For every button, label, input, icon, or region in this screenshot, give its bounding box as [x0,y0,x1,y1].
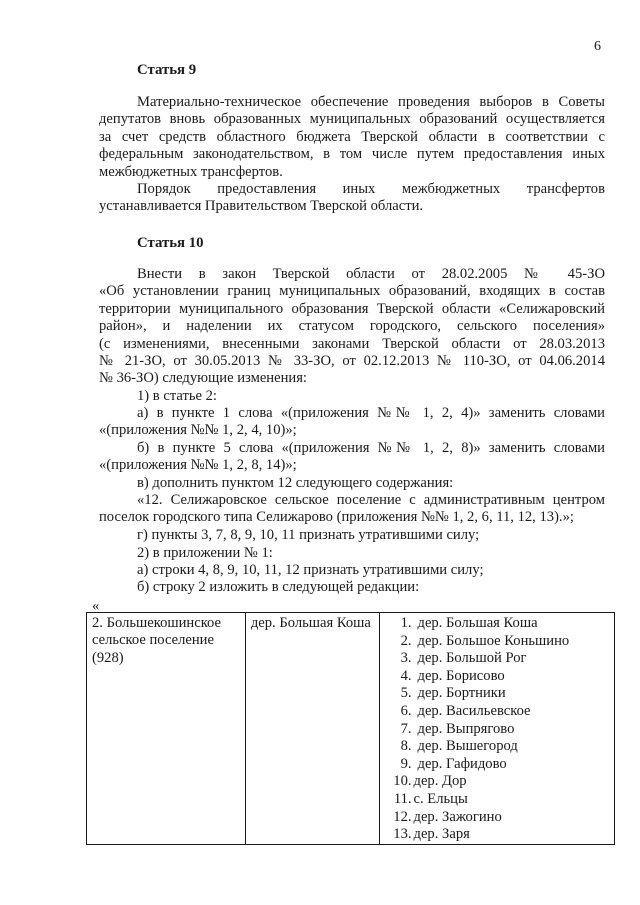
text-line: устанавливается Правительством Тверской области. [99,198,424,215]
article-10-intro [99,266,605,388]
village-number: 9. [400,755,412,772]
list-item [388,773,609,791]
list-item [388,615,609,633]
village-name: дер. Вышегород [417,738,518,755]
municipality-line: 2. Большекошинское [92,615,222,631]
list-item [388,650,609,668]
list-item [388,721,609,739]
item-1b [99,440,605,475]
item-1c-text [99,492,605,527]
text-line: № 21-ЗО, от 30.05.2013 № 33-ЗО, от 02.12.2013 № 110-ЗО, от 04.06.2014 [99,352,605,369]
list-item [388,809,609,827]
village-number: 2. [400,632,412,649]
village-name: дер. Борисово [417,667,505,684]
page-number: 6 [594,39,601,54]
item-2: 2) в приложении № 1: [137,545,273,561]
text-line: (с изменениями, внесенными законами Тверской области от 28.03.2013 [99,335,605,352]
village-number: 3. [400,650,412,667]
text-line: «(приложения №№ 1, 2, 8, 14)»; [99,457,297,474]
text-line: территории муниципального образования Тверской области «Селижаровский [99,300,605,317]
amendment-table [86,612,615,845]
admin-center: дер. Большая Коша [250,615,371,631]
municipality-cell [87,613,246,845]
municipality-line: сельское поселение [92,632,214,649]
village-number: 8. [400,738,412,755]
item-1c: в) дополнить пунктом 12 следующего содержания: [137,475,454,491]
article-9-paragraph-2 [99,181,605,216]
list-item [388,633,609,651]
item-1: 1) в статье 2: [137,388,217,404]
village-number: 1. [400,615,412,631]
admin-center-cell [245,613,379,845]
village-number: 5. [400,685,412,702]
text-line: № 36-ЗО) следующие изменения: [99,370,307,387]
village-name: дер. Гафидово [417,755,507,772]
text-line: Внести в закон Тверской области от 28.02.2005 № 45-ЗО [137,266,605,282]
village-name: с. Ельцы [413,790,468,807]
village-name: дер. Заря [413,826,470,843]
item-1d: г) пункты 3, 7, 8, 9, 10, 11 признать утратившими силу; [137,527,480,543]
village-name: дер. Большой Рог [417,650,527,667]
village-number: 6. [400,702,412,719]
text-line: «12. Селижаровское сельское поселение с административным центром [137,492,605,508]
text-line: Порядок предоставления иных межбюджетных трансфертов [137,181,605,197]
list-item [388,826,609,844]
list-item [388,668,609,686]
village-number: 7. [400,720,412,737]
list-item [388,685,609,703]
text-line: Материально-техническое обеспечение проведения выборов в Советы [137,94,605,110]
list-item [388,756,609,774]
item-2a: а) строки 4, 8, 9, 10, 11, 12 признать утратившими силу; [137,562,484,578]
text-line: депутатов вновь образованных муниципальных образований осуществляется [99,111,605,128]
village-name: дер. Выпрягово [417,720,515,737]
text-line: за счет средств областного бюджета Тверской области в соответствии с [99,128,605,145]
text-line: район», и наделении их статусом городского, сельского поселения» [99,318,605,335]
item-1a [99,405,605,440]
village-name: дер. Большая Коша [417,615,538,631]
table-row [87,613,615,845]
list-item [388,703,609,721]
village-number: 4. [400,667,412,684]
text-line: поселок городского типа Селижарово (приложения №№ 1, 2, 6, 11, 12, 13).»; [99,509,574,526]
text-line: «Об установлении границ муниципальных образований, входящих в состав [99,283,605,300]
village-number: 10. [393,773,412,790]
village-number: 11. [393,790,412,807]
text-line: б) в пункте 5 слова «(приложения №№ 1, 2, 8)» заменить словами [137,440,605,456]
list-item [388,738,609,756]
village-name: дер. Зажогино [413,808,502,825]
village-name: дер. Васильевское [417,702,531,719]
village-number: 12. [393,808,412,825]
text-line: межбюджетных трансфертов. [99,163,283,180]
open-quote: « [92,598,100,614]
article-10-heading: Статья 10 [137,235,204,251]
item-2b: б) строку 2 изложить в следующей редакции: [137,579,420,595]
village-name: дер. Дор [413,773,467,790]
text-line: федеральным законодательством, в том числе путем предоставления иных [99,146,605,163]
article-9-paragraph-1 [99,94,605,181]
village-name: дер. Бортники [417,685,506,702]
article-9-heading: Статья 9 [137,62,197,78]
villages-cell [379,613,614,845]
village-number: 13. [393,826,412,843]
village-name: дер. Большое Коньшино [417,632,570,649]
municipality-line: (928) [92,649,124,666]
text-line: «(приложения №№ 1, 2, 4, 10)»; [99,422,297,439]
text-line: а) в пункте 1 слова «(приложения №№ 1, 2, 4)» заменить словами [137,405,605,421]
list-item [388,791,609,809]
